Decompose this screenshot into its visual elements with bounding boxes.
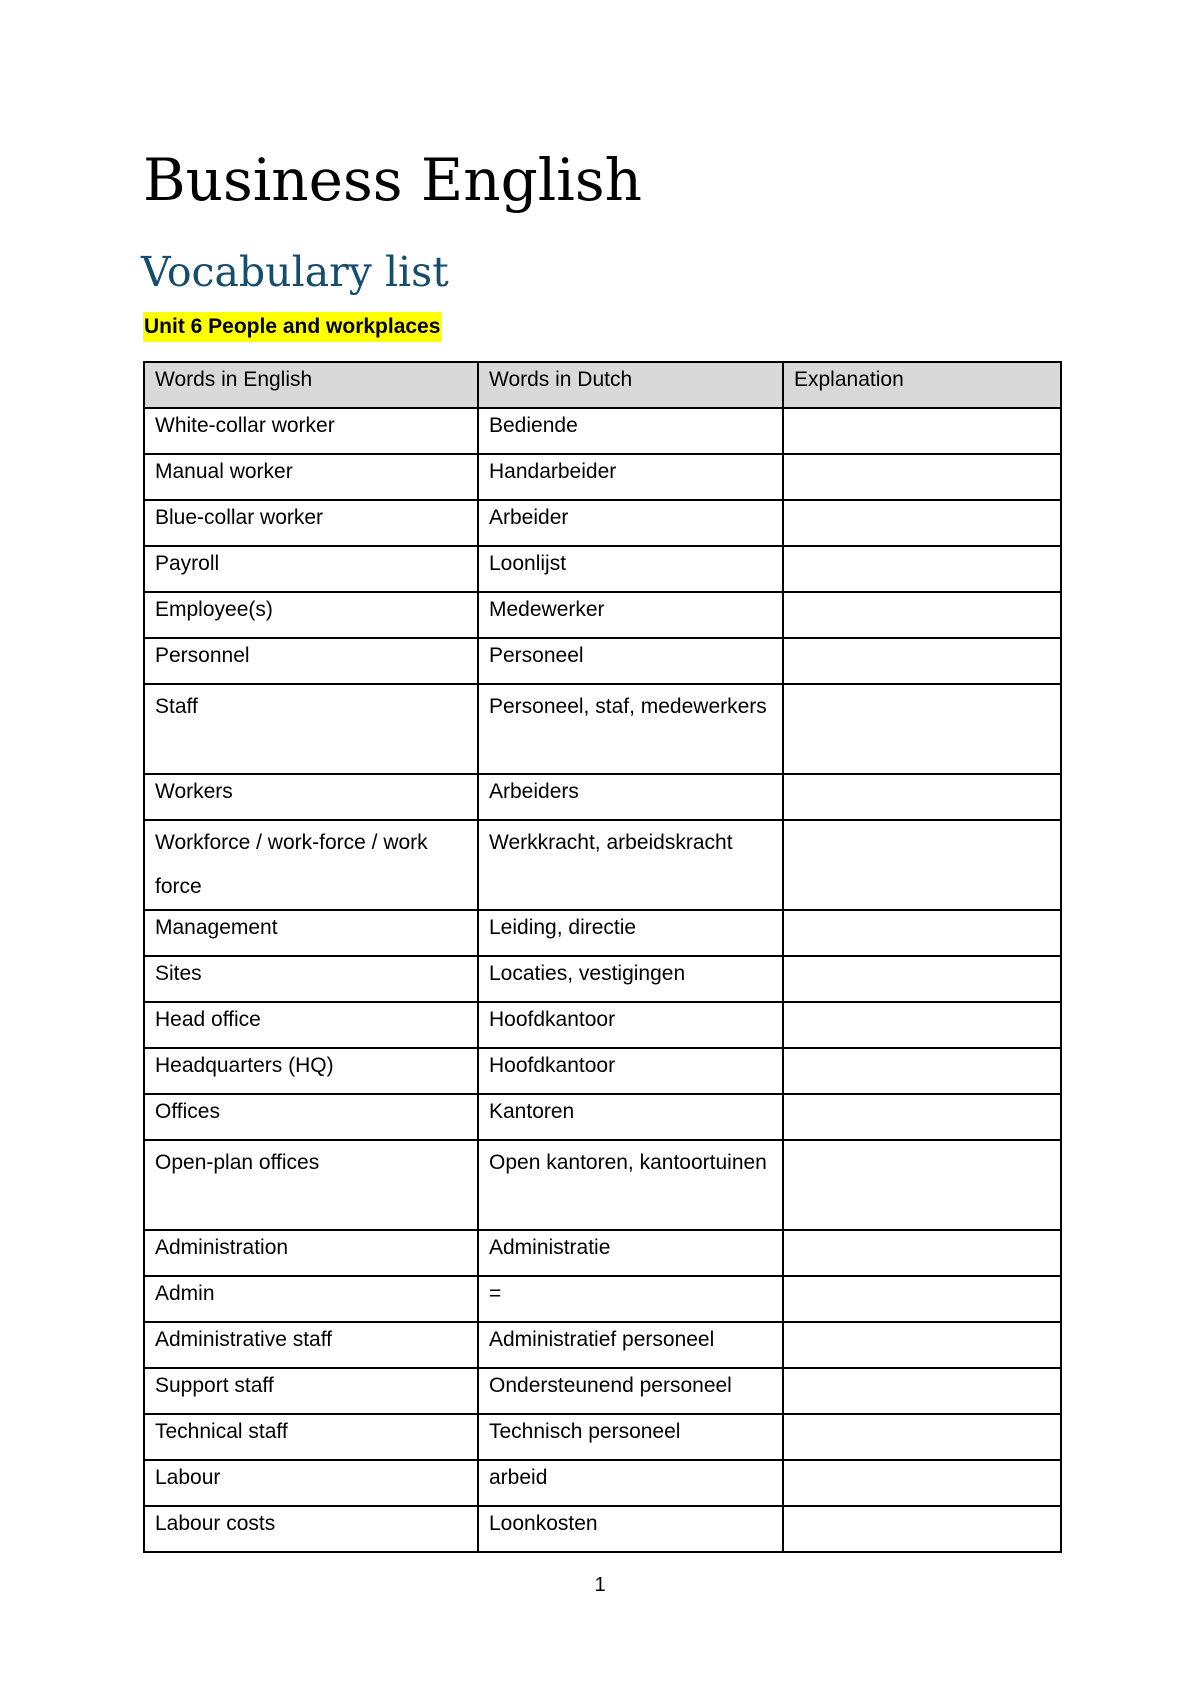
cell-english-word: Head office xyxy=(144,1002,478,1048)
table-body xyxy=(144,408,1061,1552)
table-row xyxy=(144,1140,1061,1230)
cell-dutch-word: Hoofdkantoor xyxy=(478,1002,783,1048)
cell-dutch-word: Open kantoren, kantoortuinen xyxy=(478,1140,783,1230)
cell-english-word: Employee(s) xyxy=(144,592,478,638)
cell-dutch-word: Administratief personeel xyxy=(478,1322,783,1368)
cell-explanation xyxy=(783,1002,1061,1048)
cell-dutch-word: Locaties, vestigingen xyxy=(478,956,783,1002)
table-row xyxy=(144,592,1061,638)
cell-dutch-word: = xyxy=(478,1276,783,1322)
table-row xyxy=(144,1276,1061,1322)
cell-english-word: Support staff xyxy=(144,1368,478,1414)
document-title: Business English xyxy=(143,146,642,214)
cell-dutch-word: Arbeider xyxy=(478,500,783,546)
cell-english-word: Staff xyxy=(144,684,478,774)
cell-english-word: Technical staff xyxy=(144,1414,478,1460)
cell-explanation xyxy=(783,1048,1061,1094)
table-row xyxy=(144,1368,1061,1414)
unit-heading: Unit 6 People and workplaces xyxy=(143,312,442,342)
cell-dutch-word: Technisch personeel xyxy=(478,1414,783,1460)
cell-english-word: Headquarters (HQ) xyxy=(144,1048,478,1094)
cell-explanation xyxy=(783,1276,1061,1322)
table-row xyxy=(144,1506,1061,1552)
cell-dutch-word: Leiding, directie xyxy=(478,910,783,956)
cell-explanation xyxy=(783,1414,1061,1460)
cell-explanation xyxy=(783,956,1061,1002)
cell-dutch-word: Werkkracht, arbeidskracht xyxy=(478,820,783,910)
cell-english-word: Blue-collar worker xyxy=(144,500,478,546)
cell-explanation xyxy=(783,774,1061,820)
cell-dutch-word: Kantoren xyxy=(478,1094,783,1140)
cell-english-word: Workforce / work-force / work force xyxy=(144,820,478,910)
cell-dutch-word: Medewerker xyxy=(478,592,783,638)
cell-explanation xyxy=(783,592,1061,638)
table-row xyxy=(144,774,1061,820)
cell-english-word: Sites xyxy=(144,956,478,1002)
header-words-in-english: Words in English xyxy=(144,362,478,408)
cell-english-word: White-collar worker xyxy=(144,408,478,454)
table-row xyxy=(144,500,1061,546)
cell-dutch-word: Bediende xyxy=(478,408,783,454)
vocabulary-table xyxy=(143,361,1062,1553)
cell-explanation xyxy=(783,638,1061,684)
cell-english-word: Manual worker xyxy=(144,454,478,500)
page-number: 1 xyxy=(594,1574,606,1596)
cell-dutch-word: Loonkosten xyxy=(478,1506,783,1552)
cell-english-word: Payroll xyxy=(144,546,478,592)
cell-explanation xyxy=(783,910,1061,956)
table-row xyxy=(144,454,1061,500)
cell-dutch-word: Personeel xyxy=(478,638,783,684)
cell-dutch-word: Loonlijst xyxy=(478,546,783,592)
table-header-row xyxy=(144,362,1061,408)
table-row xyxy=(144,1414,1061,1460)
cell-english-word: Administration xyxy=(144,1230,478,1276)
cell-dutch-word: Administratie xyxy=(478,1230,783,1276)
table-row xyxy=(144,684,1061,774)
cell-explanation xyxy=(783,820,1061,910)
cell-explanation xyxy=(783,500,1061,546)
table-row xyxy=(144,1048,1061,1094)
table-row xyxy=(144,408,1061,454)
cell-dutch-word: Handarbeider xyxy=(478,454,783,500)
table-row xyxy=(144,1322,1061,1368)
cell-english-word: Offices xyxy=(144,1094,478,1140)
cell-english-word: Labour xyxy=(144,1460,478,1506)
cell-dutch-word: Ondersteunend personeel xyxy=(478,1368,783,1414)
table-row xyxy=(144,1094,1061,1140)
table-row xyxy=(144,546,1061,592)
cell-english-word: Admin xyxy=(144,1276,478,1322)
cell-explanation xyxy=(783,1506,1061,1552)
cell-explanation xyxy=(783,684,1061,774)
table-row xyxy=(144,1230,1061,1276)
cell-explanation xyxy=(783,408,1061,454)
cell-english-word: Labour costs xyxy=(144,1506,478,1552)
cell-explanation xyxy=(783,1322,1061,1368)
table-row xyxy=(144,820,1061,910)
cell-english-word: Open-plan offices xyxy=(144,1140,478,1230)
table-row xyxy=(144,638,1061,684)
cell-explanation xyxy=(783,1140,1061,1230)
cell-english-word: Personnel xyxy=(144,638,478,684)
table-row xyxy=(144,956,1061,1002)
cell-dutch-word: Personeel, staf, medewerkers xyxy=(478,684,783,774)
document-subtitle: Vocabulary list xyxy=(141,248,449,296)
cell-explanation xyxy=(783,1460,1061,1506)
cell-dutch-word: Arbeiders xyxy=(478,774,783,820)
cell-dutch-word: arbeid xyxy=(478,1460,783,1506)
header-explanation: Explanation xyxy=(783,362,1061,408)
header-words-in-dutch: Words in Dutch xyxy=(478,362,783,408)
cell-english-word: Management xyxy=(144,910,478,956)
cell-explanation xyxy=(783,1230,1061,1276)
table-row xyxy=(144,910,1061,956)
cell-english-word: Workers xyxy=(144,774,478,820)
table-row xyxy=(144,1460,1061,1506)
cell-explanation xyxy=(783,1094,1061,1140)
cell-dutch-word: Hoofdkantoor xyxy=(478,1048,783,1094)
table-row xyxy=(144,1002,1061,1048)
cell-english-word: Administrative staff xyxy=(144,1322,478,1368)
cell-explanation xyxy=(783,546,1061,592)
cell-explanation xyxy=(783,1368,1061,1414)
cell-explanation xyxy=(783,454,1061,500)
